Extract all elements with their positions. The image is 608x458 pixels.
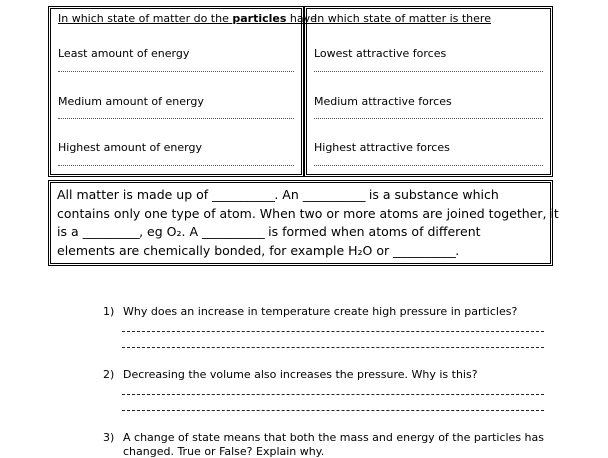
answer-line <box>58 165 294 166</box>
attractive-forces-header: In which state of matter is there <box>314 12 491 25</box>
answer-line[interactable] <box>122 347 544 348</box>
answer-line <box>58 71 294 72</box>
blank-4: ___________ <box>201 224 265 240</box>
highest-forces-label: Highest attractive forces <box>314 141 450 154</box>
blank-5: ___________ <box>393 242 456 258</box>
answer-line <box>314 165 543 166</box>
question-3 <box>103 431 544 444</box>
answer-line <box>58 118 294 119</box>
question-1 <box>103 305 517 318</box>
blank-2: ___________ <box>302 187 365 202</box>
paragraph-line-4: elements are chemically bonded, for example H₂O or ___________. <box>57 242 460 258</box>
question-number: 1) <box>103 305 115 318</box>
paragraph-line-1: All matter is made up of ___________. An ___________ is a substance which <box>57 187 499 202</box>
paragraph-line-2: contains only one type of atom. When two or more atoms are joined together, it <box>57 205 559 221</box>
question-text: Decreasing the volume also increases the pressure. Why is this? <box>123 368 478 381</box>
attractive-forces-table <box>304 6 553 177</box>
particles-energy-table <box>48 6 317 177</box>
particles-energy-header: In which state of matter do the particles have <box>58 12 317 25</box>
question-text: A change of state means that both the mass and energy of the particles has <box>123 431 544 444</box>
answer-line <box>314 118 543 119</box>
question-number: 2) <box>103 368 115 381</box>
fill-in-paragraph <box>57 186 559 260</box>
question-text: Why does an increase in temperature create high pressure in particles? <box>123 305 518 318</box>
answer-line[interactable] <box>122 410 544 411</box>
answer-line <box>314 71 543 72</box>
paragraph-line-3: is a __________, eg O₂. A ___________ is formed when atoms of different <box>57 224 481 240</box>
question-3-continued <box>123 445 324 458</box>
least-energy-label: Least amount of energy <box>58 47 190 60</box>
blank-3: __________ <box>82 224 140 240</box>
lowest-forces-label: Lowest attractive forces <box>314 47 447 60</box>
blank-1: ___________ <box>212 187 275 202</box>
highest-energy-label: Highest amount of energy <box>58 141 202 154</box>
answer-line[interactable] <box>122 331 544 332</box>
medium-energy-label: Medium amount of energy <box>58 95 204 108</box>
question-number: 3) <box>103 431 115 444</box>
question-2 <box>103 368 478 381</box>
answer-line[interactable] <box>122 394 544 395</box>
medium-forces-label: Medium attractive forces <box>314 95 452 108</box>
question-text: changed. True or False? Explain why. <box>123 445 325 458</box>
fill-in-paragraph-box <box>48 180 559 266</box>
